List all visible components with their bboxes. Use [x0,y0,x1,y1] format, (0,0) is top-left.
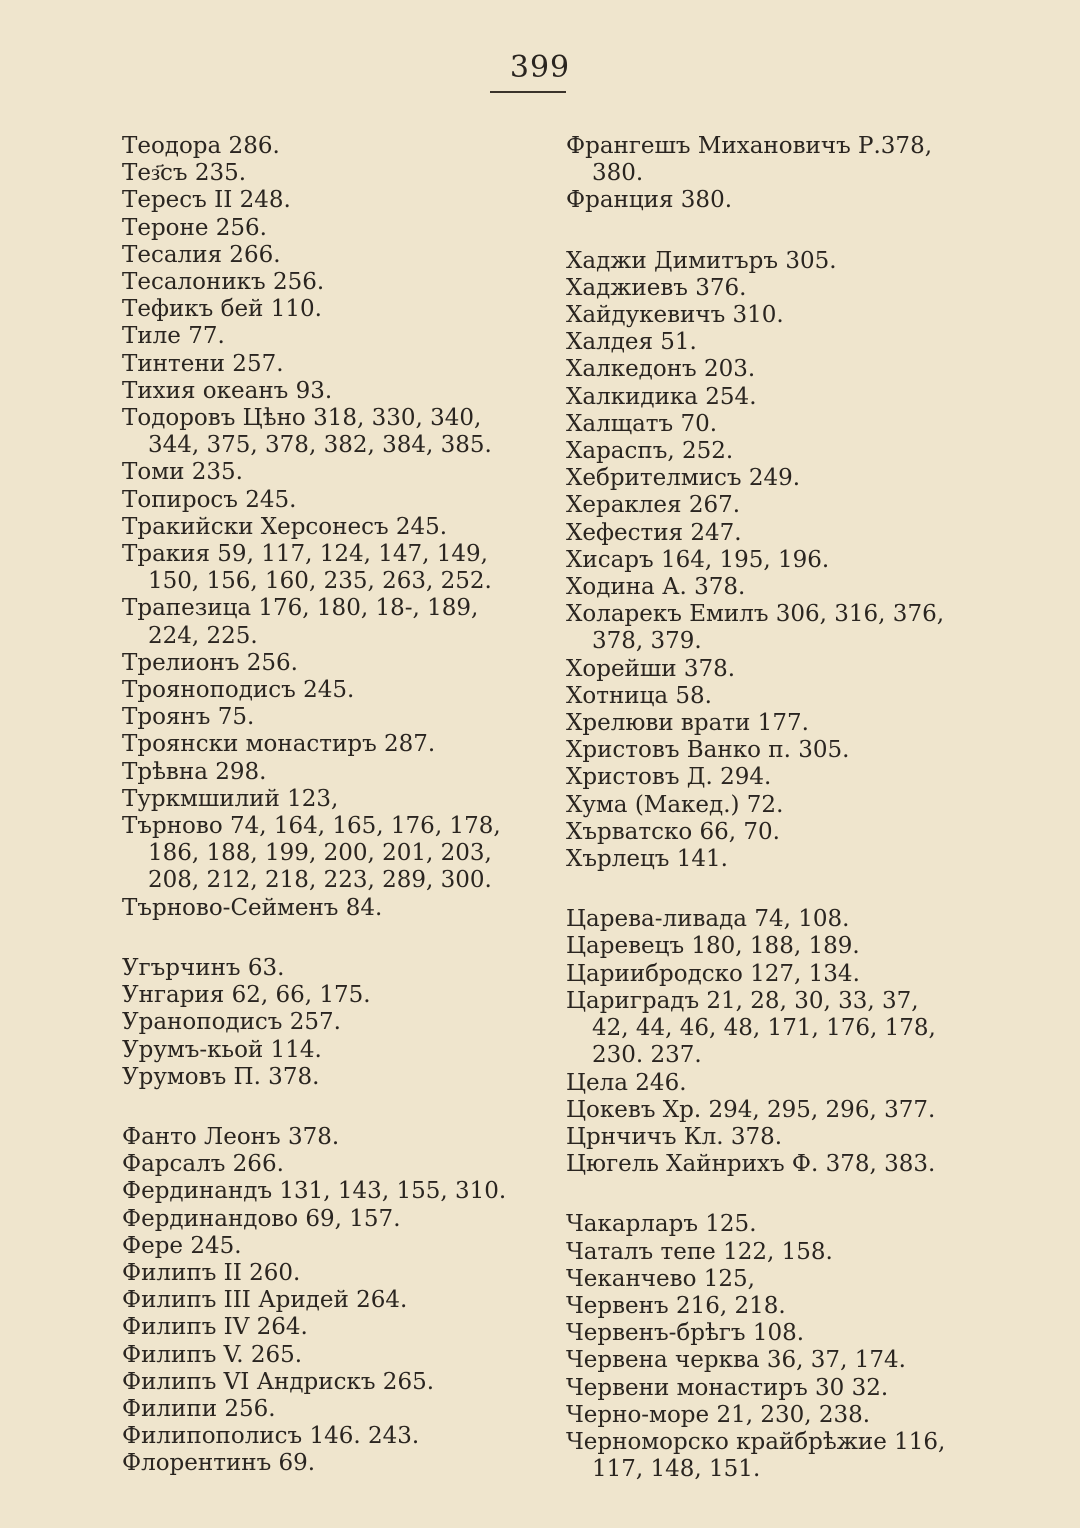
section-gap [566,873,946,906]
index-entry: Черно-море 21, 230, 238. [566,1401,871,1428]
section-gap [122,1091,522,1124]
index-entry-continuation: 224, 225. [148,622,258,649]
page-number: 399 [509,50,571,85]
index-entry: Тракия 59, 117, 124, 147, 149, [122,541,488,568]
index-entry: Хърватско 66, 70. [566,818,780,845]
index-entry: Филипъ VI Андрискъ 265. [122,1368,435,1395]
index-entry: Хорейши 378. [566,655,736,682]
index-entry: Филипъ II 260. [122,1259,301,1286]
index-entry-continuation: 186, 188, 199, 200, 201, 203, [148,840,492,867]
index-entry: Цокевъ Хр. 294, 295, 296, 377. [566,1096,936,1123]
index-entry: Хаджиевъ 376. [566,274,747,301]
index-entry: Трѣвна 298. [122,758,267,785]
index-entry: Цела 246. [566,1069,687,1096]
index-entry: Черноморско крайбрѣжие 116, [566,1428,946,1455]
index-entry: Холарекъ Емилъ 306, 316, 376, [566,601,945,628]
section-gap [122,922,522,955]
index-entry: Хърлецъ 141. [566,846,728,873]
index-entry: Червени монастиръ 30 32. [566,1374,889,1401]
index-entry: Тодоровъ Цѣно 318, 330, 340, [122,405,482,432]
index-entry: Халдея 51. [566,329,697,356]
index-entry: Червенъ 216, 218. [566,1292,786,1319]
index-entry: Халщатъ 70. [566,410,718,437]
index-entry: Хотница 58. [566,682,712,709]
index-entry: Тихия океанъ 93. [122,377,333,404]
index-entry: Троянъ 75. [122,704,255,731]
index-entry: Фере 245. [122,1232,242,1259]
index-entry: Тересъ II 248. [122,187,291,214]
index-entry: Тефикъ бей 110. [122,296,322,323]
index-entry: Търново 74, 164, 165, 176, 178, [122,813,501,840]
index-entry: Фарсалъ 266. [122,1151,284,1178]
index-entry: Урумовъ П. 378. [122,1063,320,1090]
index-entry: Томи 235. [122,459,243,486]
index-entry-continuation: 117, 148, 151. [592,1456,761,1483]
index-entry: Тиле 77. [122,323,225,350]
index-entry: Унгария 62, 66, 175. [122,982,371,1009]
index-entry: Хисаръ 164, 195, 196. [566,546,830,573]
index-entry-continuation: 378, 379. [592,628,702,655]
index-entry: Урумъ-кьой 114. [122,1036,322,1063]
index-entry: Тесалия 266. [122,241,281,268]
index-entry: Хефестия 247. [566,519,742,546]
index-entry: Туркмшилий 123, [122,785,339,812]
index-entry: Трелионъ 256. [122,649,298,676]
page-number-rule [490,91,566,93]
index-entry: Фанто Леонъ 378. [122,1123,340,1150]
index-entry: Халкедонъ 203. [566,356,756,383]
index-entry: Ураноподисъ 257. [122,1009,341,1036]
index-entry: Търново-Сейменъ 84. [122,894,383,921]
index-entry: Христовъ Д. 294. [566,764,772,791]
index-entry: Христовъ Ванко п. 305. [566,737,850,764]
index-entry: Хаджи Димитъръ 305. [566,247,837,274]
index-entry: Червена черква 36, 37, 174. [566,1347,906,1374]
index-entry: Цариградъ 21, 28, 30, 33, 37, [566,987,919,1014]
index-entry: Хайдукевичъ 310. [566,302,784,329]
index-entry: Трояноподисъ 245. [122,677,355,704]
index-entry: Флорентинъ 69. [122,1450,316,1477]
index-entry: Тез҃съ 235. [122,160,247,187]
index-column-left [122,133,522,1478]
index-entry-continuation: 42, 44, 46, 48, 171, 176, 178, [592,1015,936,1042]
index-entry: Тероне 256. [122,214,267,241]
index-entry: Чакарларъ 125. [566,1211,757,1238]
section-gap [566,215,946,248]
index-entry: Филипополисъ 146. 243. [122,1423,420,1450]
index-entry: Филипи 256. [122,1395,276,1422]
index-entry: Топиросъ 245. [122,486,297,513]
index-entry: Халкидика 254. [566,383,757,410]
index-entry: Царевецъ 180, 188, 189. [566,933,860,960]
index-entry: Царева-ливада 74, 108. [566,906,850,933]
index-entry-continuation: 230. 237. [592,1042,702,1069]
index-entry: Црнчичъ Кл. 378. [566,1123,783,1150]
index-entry: Франгешъ Михановичъ Р.378, [566,133,933,159]
index-entry: Фердинандъ 131, 143, 155, 310. [122,1178,507,1205]
index-entry: Червенъ-брѣгъ 108. [566,1320,805,1347]
index-entry: Хараспъ, 252. [566,438,734,465]
index-entry: Троянски монастиръ 287. [122,731,436,758]
index-entry: Тесалоникъ 256. [122,269,325,296]
index-entry: Цариибродско 127, 134. [566,960,860,987]
index-entry: Хума (Макед.) 72. [566,791,784,818]
index-entry-continuation: 150, 156, 160, 235, 263, 252. [148,568,492,595]
section-gap [566,1178,946,1211]
index-entry: Хрелюви врати 177. [566,710,809,737]
index-entry: Филипъ IV 264. [122,1314,308,1341]
index-entry-continuation: 380. [592,160,644,187]
index-entry-continuation: 344, 375, 378, 382, 384, 385. [148,432,492,459]
index-entry: Филипъ V. 265. [122,1341,303,1368]
index-column-right [566,133,946,1483]
index-entry: Франция 380. [566,187,733,214]
index-entry: Угърчинъ 63. [122,954,285,981]
index-entry: Филипъ III Аридей 264. [122,1287,408,1314]
index-entry: Хебрителмисъ 249. [566,465,801,492]
index-entry: Цюгель Хайнрихъ Ф. 378, 383. [566,1151,936,1178]
index-entry: Чаталъ тепе 122, 158. [566,1238,833,1265]
index-entry: Тинтени 257. [122,350,284,377]
index-entry: Чеканчево 125, [566,1265,755,1292]
index-entry: Трапезица 176, 180, 18-, 189, [122,595,479,622]
index-entry: Хераклея 267. [566,492,741,519]
index-entry: Теодора 286. [122,133,280,159]
index-entry: Ходина А. 378. [566,574,746,601]
index-entry-continuation: 208, 212, 218, 223, 289, 300. [148,867,492,894]
index-entry: Фердинандово 69, 157. [122,1205,401,1232]
index-entry: Тракийски Херсонесъ 245. [122,513,448,540]
